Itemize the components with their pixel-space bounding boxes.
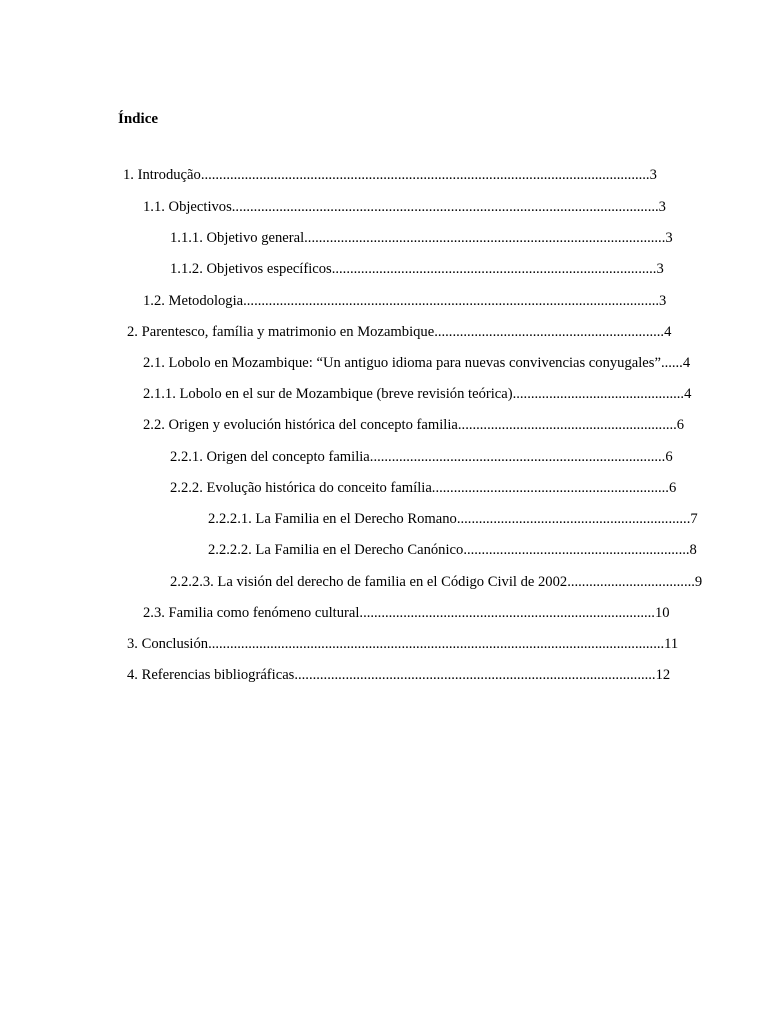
toc-entry: [127, 634, 709, 654]
toc-entry-text: 2.2.1. Origen del concepto familia: [170, 449, 370, 465]
toc-entry-page: 12: [655, 667, 671, 683]
toc-entry-page: 11: [664, 636, 679, 652]
toc-entry-page: 3: [658, 199, 666, 215]
toc-entry-leader: ...................................................................................................: [304, 230, 666, 246]
toc-entry-page: 4: [664, 324, 672, 340]
toc-entry-leader: .....................................................................................................................: [231, 199, 659, 215]
toc-entry-page: 6: [668, 480, 677, 496]
toc-entry-leader: ......: [660, 355, 683, 371]
toc-entry: [170, 447, 705, 467]
toc-entry: [208, 540, 722, 560]
toc-entry-leader: .............................................................................................................................: [208, 636, 665, 652]
toc-entry: [170, 572, 715, 592]
toc-entry-text: 2.1. Lobolo en Mozambique: “Un antiguo idioma para nuevas convivencias conyugales”: [143, 355, 661, 371]
toc-entry: [143, 384, 705, 404]
toc-entry-leader: .................................................................................: [359, 605, 655, 621]
toc-entry-leader: .................................................................................: [369, 449, 666, 465]
toc-entry-text: 1.1.1. Objetivo general: [170, 230, 305, 246]
toc-entry-text: 1.2. Metodologia: [143, 293, 244, 309]
toc-entry-leader: ...................................: [567, 574, 695, 590]
toc-entry-text: 2.2. Origen y evolución histórica del concepto familia: [143, 417, 458, 433]
toc-entry-leader: ...............................................: [512, 386, 685, 402]
toc-entry: [143, 603, 698, 623]
toc-entry-leader: ...............................................................: [434, 324, 665, 340]
toc-entry-page: 3: [665, 230, 673, 246]
toc-entry-leader: ..................................................................................................................: [243, 293, 660, 309]
toc-entry-text: 2.2.2.1. La Familia en el Derecho Romano: [208, 511, 457, 527]
toc-entry-text: 2.2.2. Evolução histórica do conceito família: [170, 480, 432, 496]
toc-entry-text: 2.3. Familia como fenómeno cultural: [143, 605, 360, 621]
toc-entry-leader: ...................................................................................................: [294, 667, 656, 683]
toc-entry-leader: ................................................................: [456, 511, 691, 527]
toc-entry: [143, 197, 703, 217]
toc-entry: [170, 228, 715, 248]
toc-entry-page: 3: [659, 293, 667, 309]
toc-entry: [170, 259, 695, 279]
toc-entry-page: 10: [654, 605, 670, 621]
toc-entry-page: 3: [656, 261, 664, 277]
toc-entry-text: 2.1.1. Lobolo en el sur de Mozambique (breve revisión teórica): [143, 386, 513, 402]
toc-entry-page: 6: [665, 449, 673, 465]
toc-entry-leader: ..............................................................: [463, 542, 690, 558]
toc-entry-text: 1.1. Objectivos: [143, 199, 232, 215]
toc-entry-page: 3: [649, 167, 657, 183]
toc-entry-leader: ...........................................................................................................................: [200, 167, 650, 183]
index-title: Índice: [118, 111, 159, 127]
toc-entry-page: 7: [690, 511, 698, 527]
toc-entry: [127, 665, 705, 685]
toc-entry-text: 1. Introdução: [123, 167, 201, 183]
toc-entry: [170, 478, 705, 498]
toc-entry: [123, 165, 703, 185]
toc-entry-page: 6: [676, 417, 685, 433]
toc-entry-page: 9: [694, 574, 703, 590]
toc-entry: [208, 509, 724, 529]
toc-entry: [143, 291, 703, 311]
toc-entry-text: 2.2.2.3. La visión del derecho de familia en el Código Civil de 2002: [170, 574, 568, 590]
toc-entry-text: 1.1.2. Objetivos específicos: [170, 261, 332, 277]
toc-entry: [127, 322, 702, 342]
toc-entry-text: 4. Referencias bibliográficas: [127, 667, 295, 683]
toc-entry-text: 2.2.2.2. La Familia en el Derecho Canónico: [208, 542, 464, 558]
toc-entry-leader: ............................................................: [457, 417, 677, 433]
toc-entry: [143, 415, 705, 435]
toc-entry-page: 8: [689, 542, 697, 558]
toc-entry-text: 2. Parentesco, família y matrimonio en Mozambique: [127, 324, 435, 340]
toc-entry-leader: .................................................................: [431, 480, 669, 496]
toc-entry-text: 3. Conclusión: [127, 636, 209, 652]
toc-entry-page: 4: [684, 386, 692, 402]
toc-entry: [143, 353, 713, 373]
toc-entry-page: 4: [682, 355, 691, 371]
toc-entry-leader: .........................................................................................: [331, 261, 657, 277]
